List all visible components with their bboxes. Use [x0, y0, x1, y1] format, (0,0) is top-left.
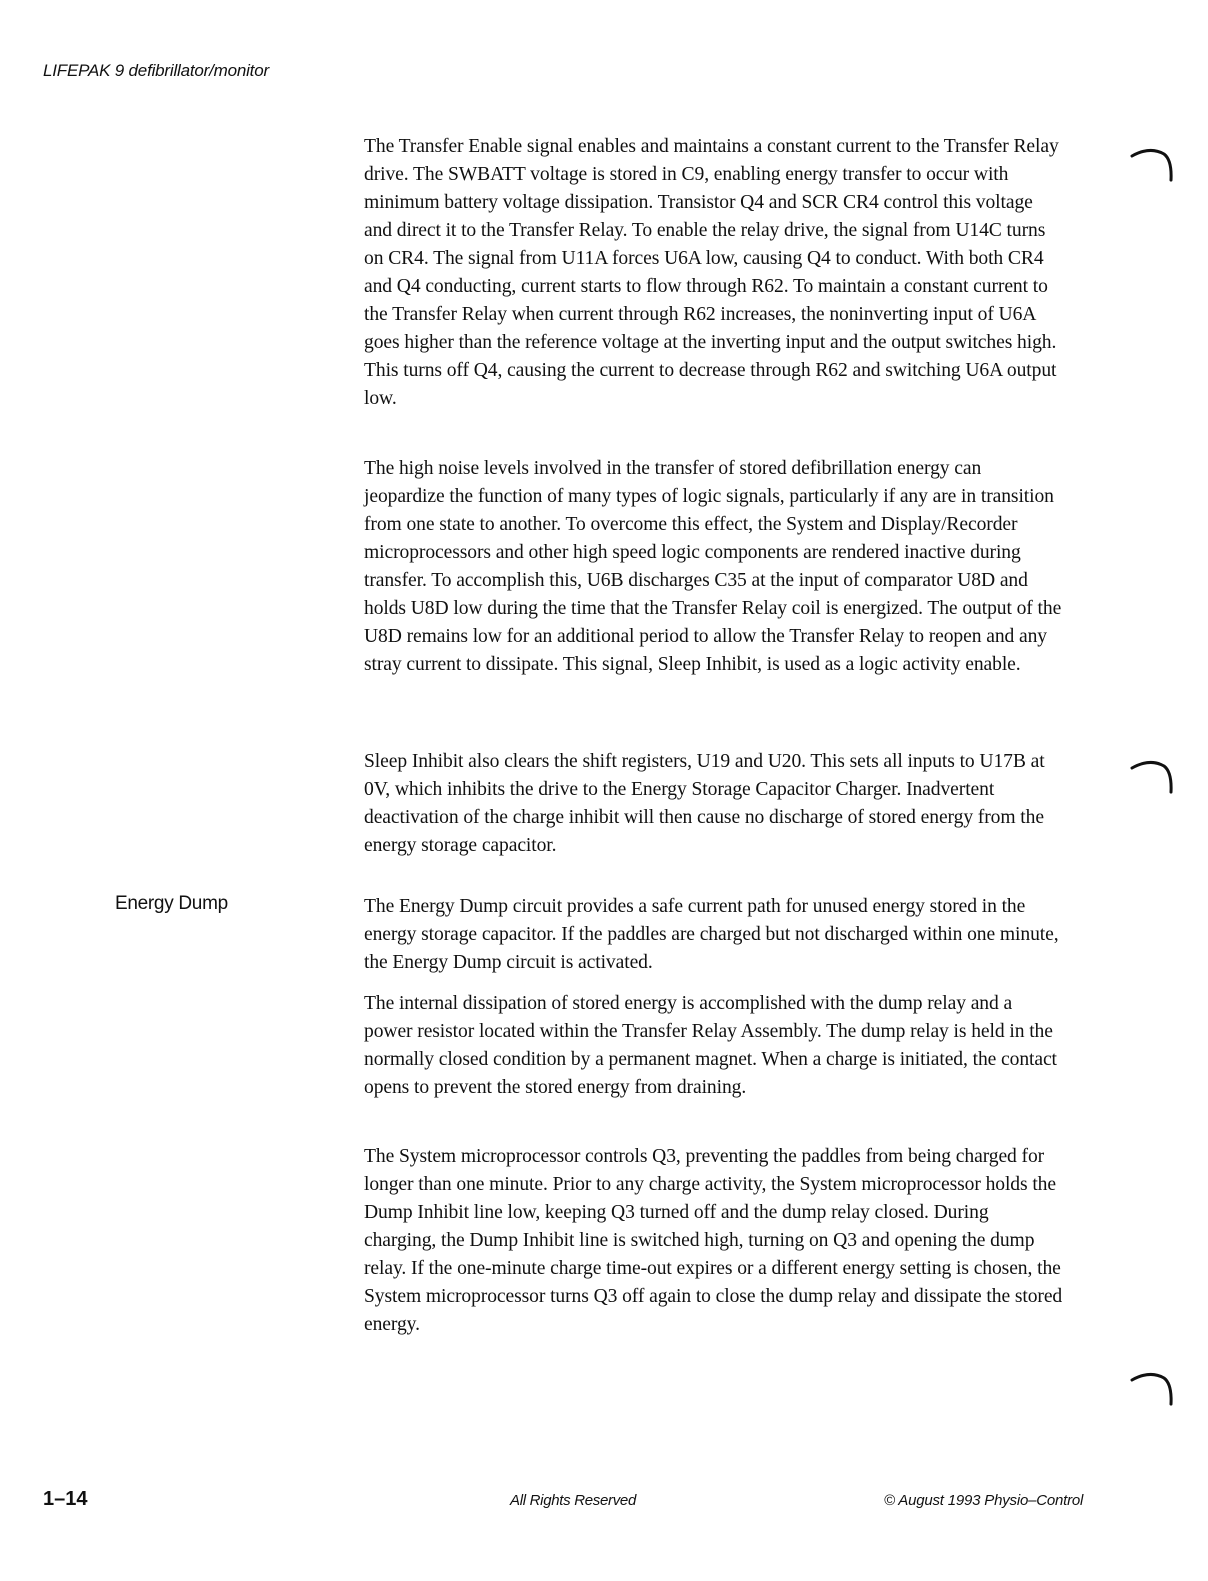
transfer-paragraph-2	[364, 455, 1064, 679]
binding-hole-mark-icon	[1128, 1372, 1178, 1412]
transfer-paragraph-1	[364, 133, 1064, 413]
body-paragraph: The internal dissipation of stored energy is accomplished with the dump relay and a power resistor located within the Transfer Relay Assembly. The dump relay is held in the normally closed condition by a permanent magnet. When a charge is initiated, the contact opens to prevent the stored energy from draining.	[364, 993, 1057, 1098]
body-paragraph: The Energy Dump circuit provides a safe current path for unused energy stored in the energy storage capacitor. If the paddles are charged but not discharged within one minute, the Energy Dump circuit is activated.	[364, 896, 1059, 973]
page-number: 1–14	[43, 1488, 88, 1510]
footer-copyright: © August 1993 Physio–Control	[884, 1492, 1084, 1509]
binding-hole-mark-icon	[1128, 148, 1178, 188]
energy-dump-paragraph-2	[364, 990, 1064, 1102]
body-paragraph: Sleep Inhibit also clears the shift registers, U19 and U20. This sets all inputs to U17B at 0V, which inhibits the drive to the Energy Storage Capacitor Charger. Inadvertent deactivation of the charge inhibit will then cause no discharge of stored energy from the energy storage capacitor.	[364, 751, 1045, 856]
energy-dump-paragraph-3	[364, 1143, 1064, 1339]
energy-dump-paragraph-1	[364, 893, 1064, 977]
body-paragraph: The high noise levels involved in the transfer of stored defibrillation energy can jeopardize the function of many types of logic signals, particularly if any are in transition from one state to another. To overcome this effect, the System and Display/Recorder microprocessors and other high speed logic components are rendered inactive during transfer. To accomplish this, U6B discharges C35 at the input of comparator U8D and holds U8D low during the time that the Transfer Relay coil is energized. The output of the U8D remains low for an additional period to allow the Transfer Relay to reopen and any stray current to dissipate. This signal, Sleep Inhibit, is used as a logic activity enable.	[364, 458, 1062, 675]
energy-dump-heading: Energy Dump	[115, 893, 228, 914]
body-paragraph: The Transfer Enable signal enables and maintains a constant current to the Transfer Relay drive. The SWBATT voltage is stored in C9, enabling energy transfer to occur with minimum battery voltage dissipation. Transistor Q4 and SCR CR4 control this voltage and direct it to the Transfer Relay. To enable the relay drive, the signal from U14C turns on CR4. The signal from U11A forces U6A low, causing Q4 to conduct. With both CR4 and Q4 conducting, current starts to flow through R62. To maintain a constant current to the Transfer Relay when current through R62 increases, the noninverting input of U6A goes higher than the reference voltage at the inverting input and the output switches high. This turns off Q4, causing the current to decrease through R62 and switching U6A output low.	[364, 136, 1059, 409]
transfer-paragraph-3	[364, 748, 1064, 860]
footer-rights: All Rights Reserved	[510, 1492, 637, 1509]
binding-hole-mark-icon	[1128, 760, 1178, 800]
body-paragraph: The System microprocessor controls Q3, preventing the paddles from being charged for longer than one minute. Prior to any charge activity, the System microprocessor holds the Dump Inhibit line low, keeping Q3 turned off and the dump relay closed. During charging, the Dump Inhibit line is switched high, turning on Q3 and opening the dump relay. If the one-minute charge time-out expires or a different energy setting is chosen, the System microprocessor turns Q3 off again to close the dump relay and dissipate the stored energy.	[364, 1146, 1063, 1335]
running-header-title: LIFEPAK 9 defibrillator/monitor	[43, 61, 269, 80]
